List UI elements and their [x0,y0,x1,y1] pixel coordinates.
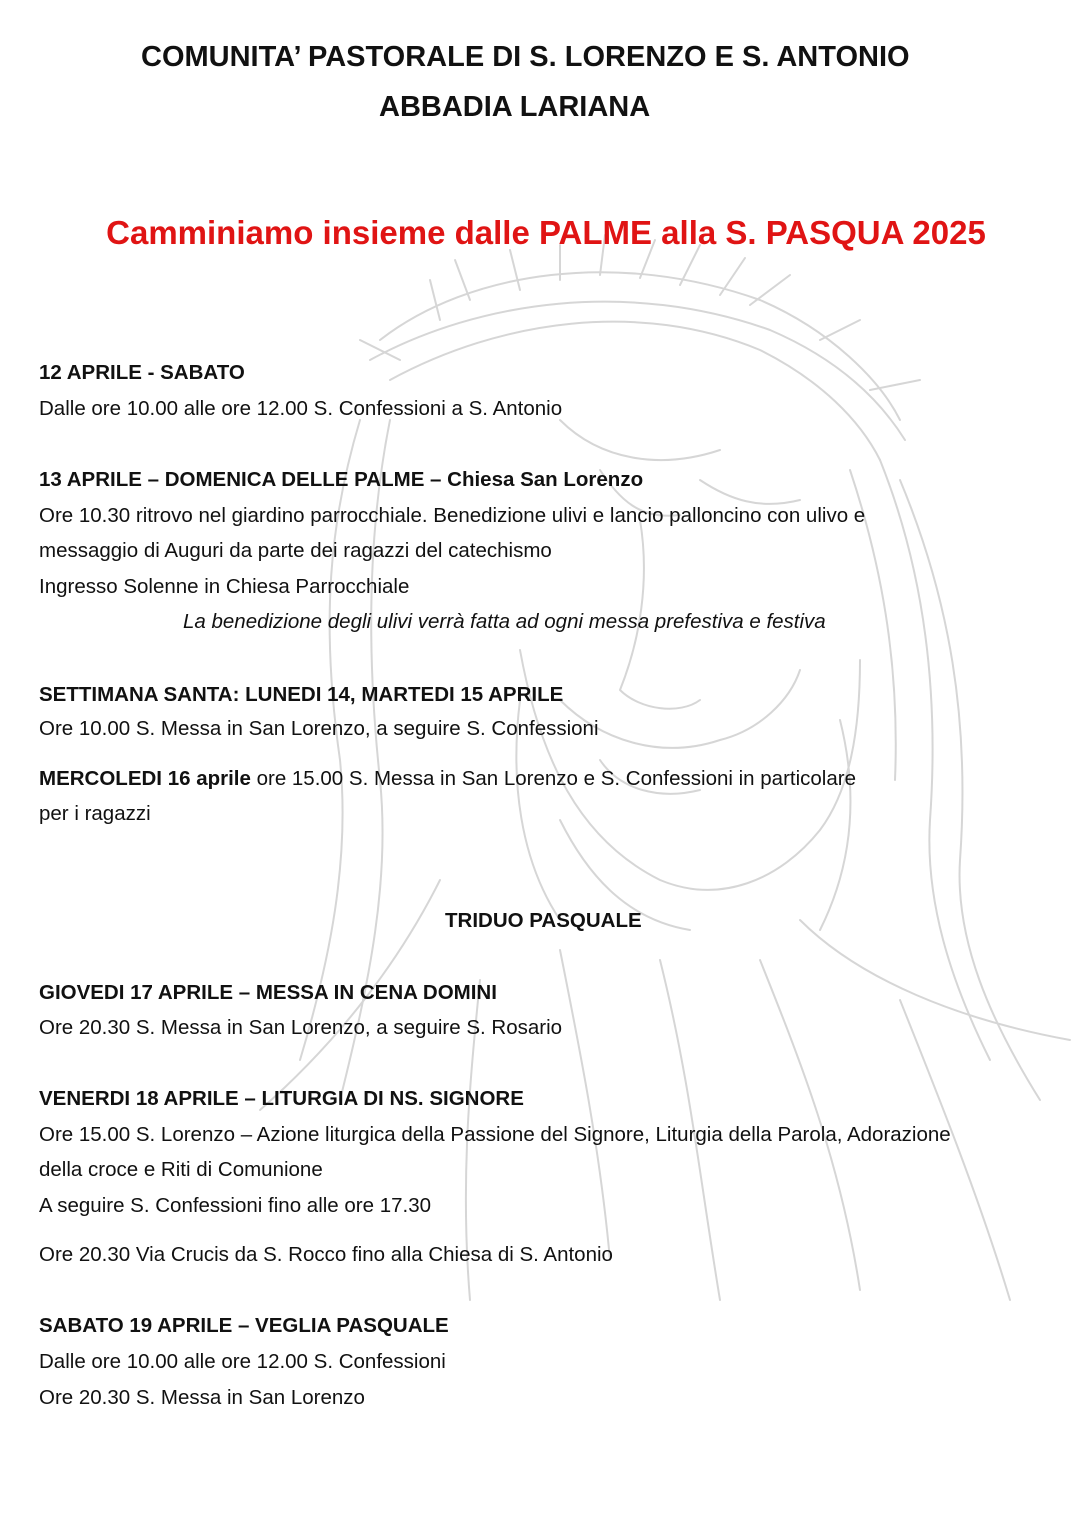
mercoledi-line [39,767,856,791]
section-heading-13-april: 13 APRILE – DOMENICA DELLE PALME – Chiesa San Lorenzo [39,468,644,491]
text-line: messaggio di Auguri da parte dei ragazzi del catechismo [39,539,552,562]
text-line: Dalle ore 10.00 alle ore 12.00 S. Confessioni a S. Antonio [39,397,563,420]
page-title: Camminiamo insieme dalle PALME alla S. PASQUA 2025 [106,214,986,251]
text-line: della croce e Riti di Comunione [39,1158,323,1181]
section-heading-giovedi: GIOVEDI 17 APRILE – MESSA IN CENA DOMINI [39,981,497,1004]
town-name: ABBADIA LARIANA [379,91,651,123]
text-line: Ore 10.30 ritrovo nel giardino parrocchiale. Benedizione ulivi e lancio palloncino con ulivo e [39,504,866,527]
text-line: Dalle ore 10.00 alle ore 12.00 S. Confessioni [39,1350,446,1373]
section-heading-sabato: SABATO 19 APRILE – VEGLIA PASQUALE [39,1314,449,1337]
text-line: Ore 20.30 S. Messa in San Lorenzo, a seguire S. Rosario [39,1016,563,1039]
mercoledi-text: ore 15.00 S. Messa in San Lorenzo e S. Confessioni in particolare [250,767,856,790]
section-heading-settimana-santa: SETTIMANA SANTA: LUNEDI 14, MARTEDI 15 APRILE [39,683,564,706]
section-heading-venerdi: VENERDI 18 APRILE – LITURGIA DI NS. SIGNORE [39,1087,524,1110]
mercoledi-label: MERCOLEDI 16 aprile [39,767,251,790]
community-name: COMUNITA’ PASTORALE DI S. LORENZO E S. ANTONIO [141,41,910,73]
triduo-heading: TRIDUO PASQUALE [445,909,642,932]
italic-note: La benedizione degli ulivi verrà fatta ad ogni messa prefestiva e festiva [183,610,826,633]
text-line: Ore 20.30 S. Messa in San Lorenzo [39,1386,365,1409]
text-line: Ore 20.30 Via Crucis da S. Rocco fino alla Chiesa di S. Antonio [39,1243,613,1266]
text-line: Ingresso Solenne in Chiesa Parrocchiale [39,575,410,598]
text-line: Ore 10.00 S. Messa in San Lorenzo, a seguire S. Confessioni [39,717,599,740]
section-heading-12-april: 12 APRILE - SABATO [39,361,245,384]
text-line: per i ragazzi [39,802,151,825]
text-line: A seguire S. Confessioni fino alle ore 17.30 [39,1194,432,1217]
text-line: Ore 15.00 S. Lorenzo – Azione liturgica della Passione del Signore, Liturgia della Parola, Adorazione [39,1123,951,1146]
